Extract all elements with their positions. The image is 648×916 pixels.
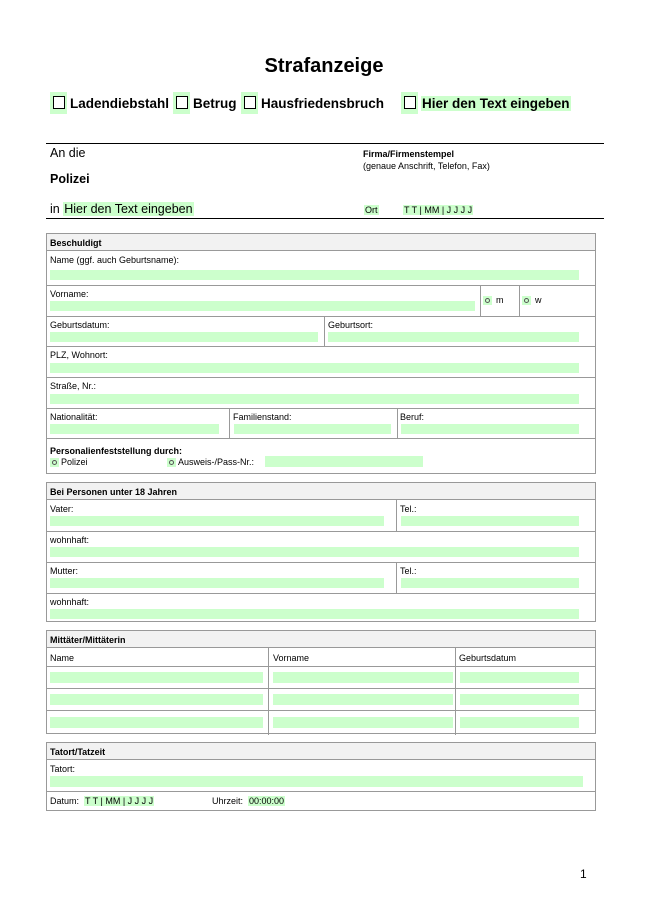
mittaeter3-vorname[interactable] [273, 717, 453, 728]
tel2-label: Tel.: [400, 566, 417, 576]
category-hausfriedensbruch[interactable]: Hausfriedensbruch [241, 92, 384, 114]
page-number: 1 [580, 867, 587, 881]
divider [46, 218, 604, 219]
beruf-label: Beruf: [400, 412, 425, 422]
radio-m[interactable] [483, 296, 492, 305]
city-field[interactable]: Hier den Text eingeben [64, 202, 193, 216]
section-tatort [46, 742, 596, 811]
mittaeter1-vorname[interactable] [273, 672, 453, 683]
vorname-field[interactable] [50, 301, 475, 311]
mittaeter3-geburtsdatum[interactable] [460, 717, 579, 728]
familienstand-label: Familienstand: [233, 412, 292, 422]
tatort-field[interactable] [50, 776, 583, 787]
vater-field[interactable] [50, 516, 384, 526]
wohnhaft2-field[interactable] [50, 609, 579, 619]
mittaeter1-geburtsdatum[interactable] [460, 672, 579, 683]
col-name-header: Name [50, 653, 75, 663]
ausweis-field[interactable] [265, 456, 423, 467]
checkbox[interactable] [241, 92, 258, 114]
strasse-label: Straße, Nr.: [50, 381, 97, 391]
vorname-label: Vorname: [50, 289, 89, 299]
mittaeter2-geburtsdatum[interactable] [460, 694, 579, 705]
name-field[interactable] [50, 270, 579, 280]
geburtsdatum-label: Geburtsdatum: [50, 320, 110, 330]
strasse-field[interactable] [50, 394, 579, 404]
ort-field[interactable]: Ort [365, 205, 378, 215]
city-line: in Hier den Text eingeben [50, 202, 193, 216]
polizei-label: Polizei [50, 172, 90, 186]
radio-ausweis[interactable] [167, 458, 176, 467]
nationalitaet-field[interactable] [50, 424, 219, 434]
checkbox[interactable] [173, 92, 190, 114]
ausweis-label: Ausweis-/Pass-Nr.: [178, 457, 255, 467]
wohnhaft1-field[interactable] [50, 547, 579, 557]
wohnhaft1-label: wohnhaft: [50, 535, 90, 545]
radio-w[interactable] [522, 296, 531, 305]
category-custom[interactable]: Hier den Text eingeben [401, 92, 571, 114]
checkbox[interactable] [401, 92, 418, 114]
datum-field[interactable]: T T | MM | J J J J [85, 796, 154, 806]
radio-polizei[interactable] [50, 458, 59, 467]
section-header: Mittäter/Mittäterin [47, 631, 595, 648]
plz-label: PLZ, Wohnort: [50, 350, 108, 360]
checkbox[interactable] [50, 92, 67, 114]
row-divider [47, 285, 595, 286]
mutter-label: Mutter: [50, 566, 79, 576]
tel1-label: Tel.: [400, 504, 417, 514]
m-label: m [496, 295, 504, 305]
geburtsdatum-field[interactable] [50, 332, 318, 342]
uhrzeit-label: Uhrzeit: [212, 796, 244, 806]
familienstand-field[interactable] [234, 424, 391, 434]
category-ladendiebstahl[interactable]: Ladendiebstahl [50, 92, 169, 114]
polizei-option-label: Polizei [61, 457, 88, 467]
w-label: w [535, 295, 542, 305]
vater-label: Vater: [50, 504, 74, 514]
geburtsort-field[interactable] [328, 332, 579, 342]
personalien-label: Personalienfeststellung durch: [50, 446, 183, 456]
an-die-label: An die [50, 146, 86, 160]
wohnhaft2-label: wohnhaft: [50, 597, 90, 607]
tatort-label: Tatort: [50, 764, 76, 774]
datum-label: Datum: [50, 796, 80, 806]
col-geburtsdatum-header: Geburtsdatum [459, 653, 517, 663]
nationalitaet-label: Nationalität: [50, 412, 98, 422]
divider [46, 143, 604, 144]
date-field[interactable]: T T | MM | J J J J [404, 205, 473, 215]
mittaeter2-vorname[interactable] [273, 694, 453, 705]
tel1-field[interactable] [401, 516, 579, 526]
name-label: Name (ggf. auch Geburtsname): [50, 255, 180, 265]
uhrzeit-field[interactable]: 00:00:00 [249, 796, 285, 806]
section-header: Tatort/Tatzeit [47, 743, 595, 760]
section-header: Bei Personen unter 18 Jahren [47, 483, 595, 500]
tel2-field[interactable] [401, 578, 579, 588]
col-vorname-header: Vorname [273, 653, 310, 663]
mittaeter1-name[interactable] [50, 672, 263, 683]
firma-sublabel: (genaue Anschrift, Telefon, Fax) [363, 161, 490, 171]
mittaeter2-name[interactable] [50, 694, 263, 705]
beruf-field[interactable] [401, 424, 579, 434]
geburtsort-label: Geburtsort: [328, 320, 374, 330]
page-title: Strafanzeige [264, 55, 384, 77]
mittaeter3-name[interactable] [50, 717, 263, 728]
section-minors [46, 482, 596, 622]
section-beschuldigt [46, 233, 596, 474]
category-betrug[interactable]: Betrug [173, 92, 237, 114]
firma-label: Firma/Firmenstempel [363, 149, 455, 159]
mutter-field[interactable] [50, 578, 384, 588]
section-header: Beschuldigt [47, 234, 595, 251]
plz-field[interactable] [50, 363, 579, 373]
section-mittaeter [46, 630, 596, 734]
